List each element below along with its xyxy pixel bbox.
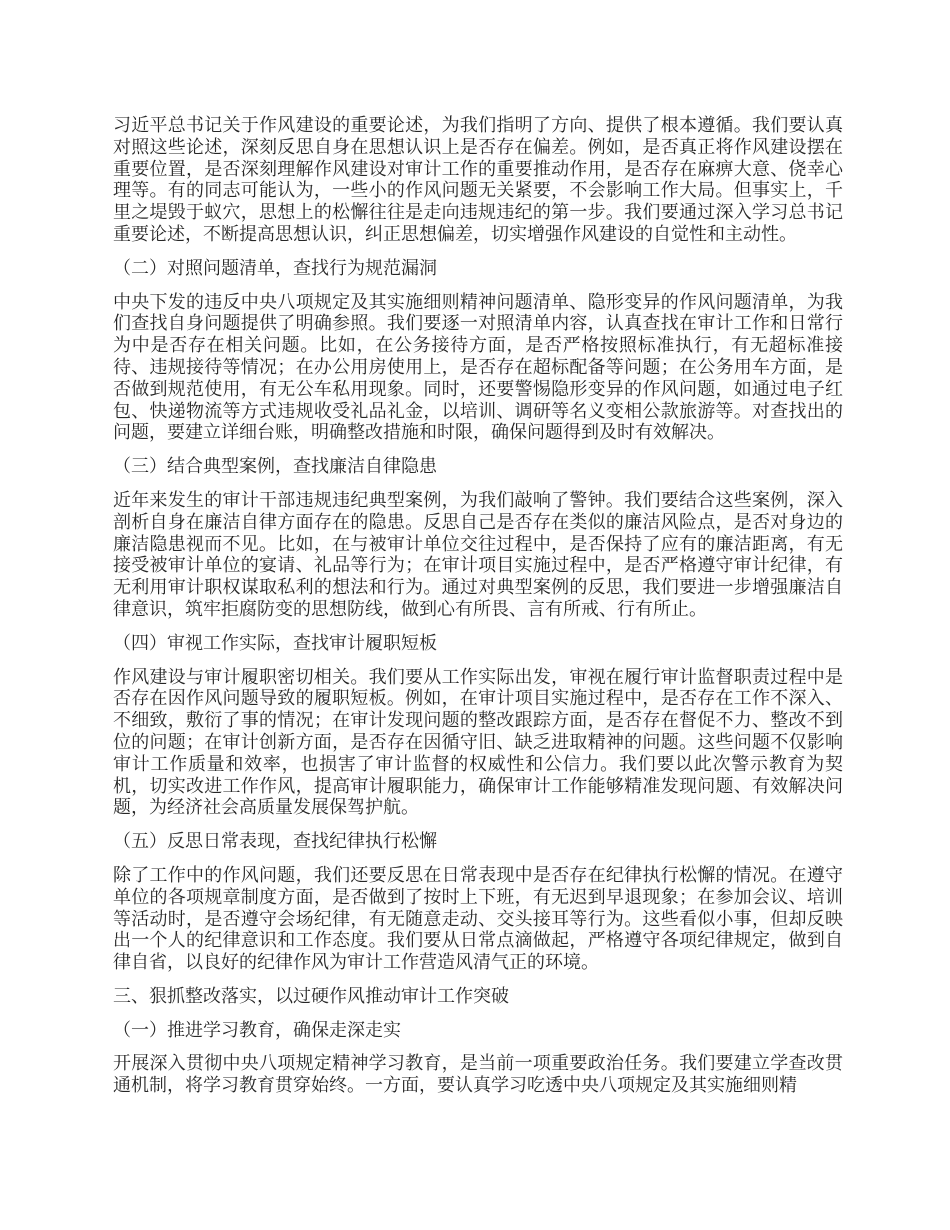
paragraph-thought-understanding: 习近平总书记关于作风建设的重要论述，为我们指明了方向、提供了根本遵循。我们要认真对照这些论述，深刻反思自身在思想认识上是否存在偏差。例如，是否真正将作风建设摆在重要位置，是否深刻理解作风建设对审计工作的重要推动作用，是否存在麻痹大意、侥幸心理等。有的同志可能认为，一些小的作风问题无关紧要，不会影响工作大局。但事实上，千里之堤毁于蚁穴，思想上的松懈往往是走向违规违纪的第一步。我们要通过深入学习总书记重要论述，不断提高思想认识，纠正思想偏差，切实增强作风建设的自觉性和主动性。 <box>113 115 843 244</box>
heading-section-5-daily-discipline: （五）反思日常表现，查找纪律执行松懈 <box>113 831 437 852</box>
paragraph-work-practice: 作风建设与审计履职密切相关。我们要从工作实际出发，审视在履行审计监督职责过程中是否存在因作风问题导致的履职短板。例如，在审计项目实施过程中，是否存在工作不深入、不细致，敷衍了事的情况；在审计发现问题的整改跟踪方面，是否存在督促不力、整改不到位的问题；在审计创新方面，是否存在因循守旧、缺乏进取精神的问题。这些问题不仅影响审计工作质量和效率，也损害了审计监督的权威性和公信力。我们要以此次警示教育为契机，切实改进工作作风，提高审计履职能力，确保审计工作能够精准发现问题、有效解决问题，为经济社会高质量发展保驾护航。 <box>113 666 843 818</box>
heading-part3-section-1-study-education: （一）推进学习教育，确保走深走实 <box>113 1019 401 1040</box>
document-content <box>113 115 843 1109</box>
paragraph-daily-discipline: 除了工作中的作风问题，我们还要反思在日常表现中是否存在纪律执行松懈的情况。在遵守单位的各项规章制度方面，是否做到了按时上下班，有无迟到早退现象；在参加会议、培训等活动时，是否遵守会场纪律，有无随意走动、交头接耳等行为。这些看似小事，但却反映出一个人的纪律意识和工作态度。我们要从日常点滴做起，严格遵守各项纪律规定，做到自律自省，以良好的纪律作风为审计工作营造风清气正的环境。 <box>113 864 843 973</box>
paragraph-study-education: 开展深入贯彻中央八项规定精神学习教育，是当前一项重要政治任务。我们要建立学查改贯通机制，将学习教育贯穿始终。一方面，要认真学习吃透中央八项规定及其实施细则精 <box>113 1053 843 1096</box>
paragraph-problem-checklist: 中央下发的违反中央八项规定及其实施细则精神问题清单、隐形变异的作风问题清单，为我们查找自身问题提供了明确参照。我们要逐一对照清单内容，认真查找在审计工作和日常行为中是否存在相关问题。比如，在公务接待方面，是否严格按照标准执行，有无超标准接待、违规接待等情况；在办公用房使用上，是否存在超标配备等问题；在公务用车方面，是否做到规范使用，有无公车私用现象。同时，还要警惕隐形变异的作风问题，如通过电子红包、快递物流等方式违规收受礼品礼金，以培训、调研等名义变相公款旅游等。对查找出的问题，要建立详细台账，明确整改措施和时限，确保问题得到及时有效解决。 <box>113 291 843 443</box>
heading-section-4-work-practice: （四）审视工作实际，查找审计履职短板 <box>113 632 437 653</box>
heading-part-3-rectification: 三、狠抓整改落实，以过硬作风推动审计工作突破 <box>113 985 509 1006</box>
heading-section-2-problem-checklist: （二）对照问题清单，查找行为规范漏洞 <box>113 257 437 278</box>
heading-section-3-typical-cases: （三）结合典型案例，查找廉洁自律隐患 <box>113 456 437 477</box>
paragraph-typical-cases: 近年来发生的审计干部违规违纪典型案例，为我们敲响了警钟。我们要结合这些案例，深入剖析自身在廉洁自律方面存在的隐患。反思自己是否存在类似的廉洁风险点，是否对身边的廉洁隐患视而不见。比如，在与被审计单位交往过程中，是否保持了应有的廉洁距离，有无接受被审计单位的宴请、礼品等行为；在审计项目实施过程中，是否严格遵守审计纪律，有无利用审计职权谋取私利的想法和行为。通过对典型案例的反思，我们要进一步增强廉洁自律意识，筑牢拒腐防变的思想防线，做到心有所畏、言有所戒、行有所止。 <box>113 489 843 619</box>
